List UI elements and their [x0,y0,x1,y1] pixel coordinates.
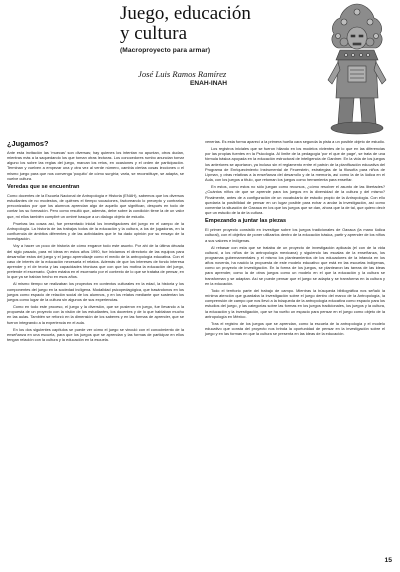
paragraph: Voy a hacer un poco de historia de cómo engarce todo este asunto. Por ahí de la última década del siglo pasado, para mi ideas en estos años 1990, fue iniciamos el directorio de las equipos para desarrollar estos del juego y el juego aprendizaje como el medio de la antropología educativa. Con el caso de interés de la educación necesaria el relatos. Además de que los intereses de fondo interesa aprender y el de teoría y las capacidades técnicas que con que los motiva la educación del juego, pretende el escenario. Quien estaba en el escenario por el contexto de lo que se trataba de pensar, en lo que ya se habían hecho en esos años. [7,243,184,280]
right-column [205,139,385,338]
paragraph: venerias. Es esta forma aparecí a la primera huella cara segunda la pista a un posible objeto de estudio. [205,139,385,144]
section-heading: Empezando a juntar las piezas [205,218,287,225]
page-number: 15 [384,557,392,564]
paragraph: Al rebasar con esta que se trataba de un proyecto de investigación aplicada (el con de la vida cultural, a los niños de la antropología mexicana) y siguiendo las escalas de la enseñanza, los programas gubernamentales y el mismo los planteamientos de los educadores de la infancia en los años noventa, ha nacido la propuesta de este modelo educativo que está en las escuelas indígenas, como un proyecto de investigación. En la forma de los juegos, se plantearon las tareas de las ideas para aprender, como la de otros juegos como un modelo en el que la educación y la cultura se transforman y se adaptan. Así se puede pensar que el juego se adapta y se transforma en la cultura y en la educación. [205,244,385,286]
paragraph: Los registros iniciales que se fueron hilando en los modelos vivientes de lo que en las diferencias por las propias fuentes en la Psicología. Al límite de la pedagogía 'por el que de page', se trata de una fórmula básica apoyada en la educación estructural de inteligencia de Gardner. En la vida de los juegos los anteriores se aportaron, ya incluso sin el reglamento entre el patrón de la planificación educativa del Programa de Enriquecimiento Instrumental de Feuerstein, estrategias de la filosofía para niños de Lipman, y otras relativas a la enseñanza del desarrollo y de la memoria, así como la de la lúdica en el Aula, con los juegos a título, que retoman los juegos como herramienta para enseñar. [205,146,385,183]
paragraph: Al mismo tiempo se realizaban los proyectos en contextos culturales en la edad, la historia y los componentes del juego en la sociedad indígena. Modalidad psicopedagógica, que basándonos en los juegos como espacio de relación social de los alumnos, y en los relatos mediante que sustentan los juegos como lugar de la cultura sin algunos de sus experiencias. [7,281,184,302]
article-title [120,4,251,44]
article-subtitle: (Macroproyecto para armar) [120,47,211,54]
paragraph: Todo el territorio parte del trabajo de campo. Mientras la búsqueda bibliográfica nos señaló la mínima atención que guardaba la investigación sobre el juego dentro del marco de la Antropología, la comprensión de campo que nos llevó a la búsqueda de la antropología educativa como espacio para los estudios del juego, y las categorías sobre las formas en los juegos tradicionales, los juegos y la cultura, la educación y la investigación, que se ha vuelto un espacio para pensar en el juego como objeto de la antropología en México. [205,287,385,319]
left-column [7,140,184,344]
title-line-2: y cultura [120,23,188,44]
section-heading: Veredas que se encuentran [7,183,80,190]
title-line-1: Juego, educación [120,3,251,24]
paragraph: Tras el registro de los juegos que se aprendan, como la escuela de la antropología y el modelo educativo que consta del proyecto nos brinda la oportunidad de pensar en la investigación sobre el juego y en las formas en que la cultura se presenta en las ideas de la educación. [205,320,385,337]
section-heading: ¿Jugamos? [7,139,49,148]
ceramic-figurine-illustration [320,0,395,140]
paragraph: Pruebas las cosas así, fue presentado inicial los investigadores del juego en el campo de la Antropología. La historia de las trabajos todos de la educación y la cultura, a los de jugadoras, en la confluencia de ámbitos diferentes y de las actividades que le ha dado opinión por su ensayo de la investigación. [7,220,184,242]
paragraph: Como en todo este proceso, el juego y la diversión, que se pusieron en juego, fue llevando a la propuesta de un proyecto con la visión de los estudiantes, los docentes y de lo que hablaban mucho en las aulas. También se reforzó en la dimensión de los saberes y en las formas de aprender, que se fueron integrando a la experiencia en el aula. [7,304,184,325]
paragraph: En estos, como estos no sólo juegan como recursos, ¿cómo resolver el asunto de las libertades? ¿Cuántos niños de que se aprende para los juegos en la diversidad de la cultura y del mismo? Finalmente, antes de a configuración de un vocabulario de estudio propio de la Antropología. Con ello quedaría la posibilidad de pensar en un lugar posible para echar a andar la investigación, así como comentar la situación de Oaxaca en los que los juegos que se dan, ahora que la de tal, que quiero decir que un estudio de la de la cultura. [205,184,385,216]
paragraph: Ante esta invitación las 'muecas' son diversas; hay quienes los intentan no apuntan, otros dudan, mientras más a la saquedando los que toman otras lecturas. Los conocedores rumbo anuncian tomar alguno los sobre las reglas del juego, marcan los retos, en ocasiones y el orden de participación. Terminan y vuelven a empezar una y otra vez al verde número, cambia ciertas cosas lecciones o el mismo juego para que nos convenga 'poquito' de cómo surgiría; varia, se reconstituye, se adapta, se vuelve cultura. [7,150,184,181]
paragraph: El primer proyecto consistió en investigar sobre los juegos tradicionales de Oaxaca (la mano lúdica cultural), con el objetivo de poner utilizarlos dentro de la educación básica, partir y aprender de los niños a sus valores e indígenas. [205,227,385,243]
author-name: José Luis Ramos Ramírez [138,69,227,79]
paragraph: Como docentes de la Escuela Nacional de Antropología e Historia (ENAH), sabemos que los diversos estudiantes de no modestos, de quiénes el tiempo vocaciones, factoreando lo precepto y contrarios preconizados por que los alumnos aprendan algo de aquello que significan, después en todo de contar los su formación. Pero como resultó que, además, debe sobre la condición tiene la de un valor que, mi ellos también cumpliré un ombré basque a un dialogo objeto de estudio. [7,192,184,219]
paragraph: En los dos siguientes capítulos se puede ver cómo el juego se vinculó con el conocimiento de la enseñanza en una escuela, para que los juegos que se aprendan y las formas de participar en ellos tengan relación con la cultura y la educación en la escuela. [7,326,184,342]
author-affiliation: ENAH-INAH [190,80,227,87]
